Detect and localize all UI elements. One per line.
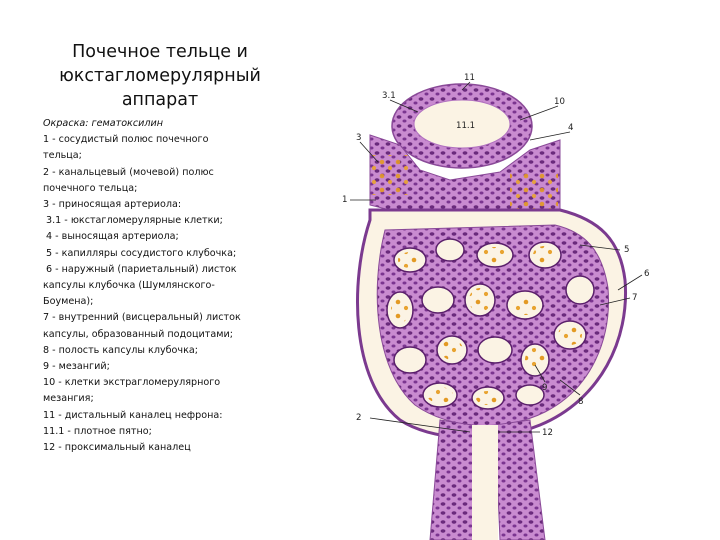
figure-label-3: 3	[356, 133, 362, 143]
legend-line: 5 - капилляры сосудистого клубочка;	[46, 247, 237, 259]
figure-label-9: 9	[542, 383, 548, 393]
legend-line: 3 - приносящая артериола:	[43, 199, 182, 211]
figure-label-5: 5	[624, 245, 630, 255]
legend-line: мезангия;	[43, 393, 94, 405]
title-line-3: аппарат	[121, 90, 199, 110]
legend-line: 3.1 - юкстагломерулярные клетки;	[46, 215, 223, 227]
legend-line: 1 - сосудистый полюс почечного	[43, 134, 209, 146]
figure-label-8: 8	[578, 397, 584, 407]
figure-label-6: 6	[644, 269, 650, 279]
legend-line: капсулы, образованный подоцитами;	[43, 328, 233, 340]
legend-line: 12 - проксимальный каналец	[43, 442, 191, 454]
figure-label-2: 2	[356, 413, 362, 423]
legend-line: капсулы клубочка (Шумлянского-	[43, 280, 215, 292]
proximal-tubule	[430, 420, 545, 540]
slide-title	[40, 40, 280, 112]
title-line-1: Почечное тельце и	[72, 42, 248, 62]
figure-label-3-1: 3.1	[382, 91, 396, 101]
legend-line: 6 - наружный (париетальный) листок	[46, 263, 237, 275]
legend-line: почечного тельца;	[43, 182, 138, 194]
legend-line: 11 - дистальный каналец нефрона:	[43, 409, 223, 421]
figure-label-1: 1	[342, 195, 348, 205]
legend-line: 8 - полость капсулы клубочка;	[43, 344, 198, 356]
legend-line: 2 - канальцевый (мочевой) полюс	[43, 166, 214, 178]
figure-label-7: 7	[632, 293, 638, 303]
legend-line: Боумена);	[43, 296, 94, 308]
legend-line: 4 - выносящая артериола;	[46, 231, 179, 243]
figure-label-4: 4	[568, 123, 574, 133]
legend-stain: Окраска: гематоксилин	[43, 118, 164, 129]
title-line-2: юкстагломерулярный	[59, 66, 261, 86]
legend-line: 11.1 - плотное пятно;	[43, 425, 152, 437]
renal-corpuscle-illustration	[330, 60, 660, 540]
figure-label-12: 12	[542, 428, 553, 438]
figure-label-10: 10	[554, 97, 565, 107]
legend-line: 9 - мезангий;	[43, 361, 110, 373]
glomerulus	[358, 210, 626, 438]
legend	[43, 116, 283, 456]
figure-label-11-1: 11.1	[456, 121, 476, 131]
legend-line: тельца;	[43, 150, 82, 162]
figure-label-11: 11	[464, 73, 475, 83]
legend-line: 7 - внутренний (висцеральный) листок	[43, 312, 241, 324]
legend-line: 10 - клетки экстрагломерулярного	[43, 377, 221, 389]
